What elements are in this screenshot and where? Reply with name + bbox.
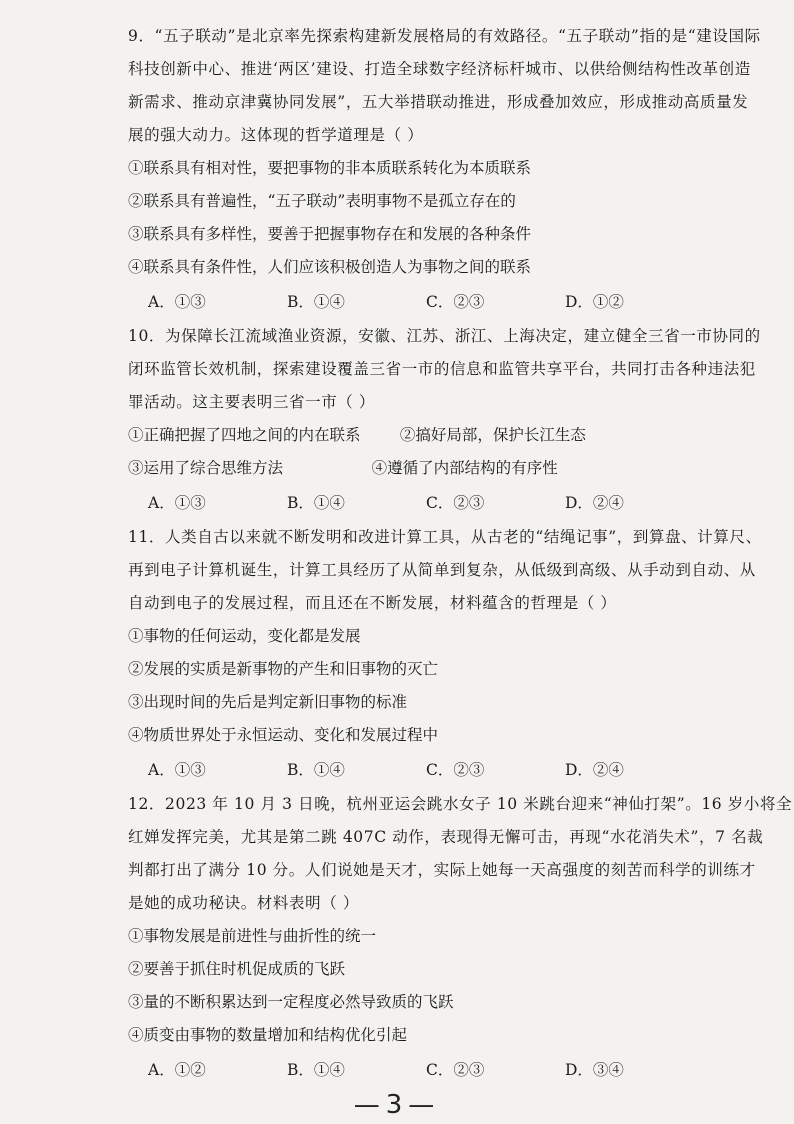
choice-a: A．①③ xyxy=(148,761,206,779)
statement-option: ①正确把握了四地之间的内在联系 ②搞好局部，保护长江生态 xyxy=(128,426,586,444)
answer-choices xyxy=(128,1052,704,1086)
statement-option: ①事物的任何运动，变化都是发展 xyxy=(128,627,361,645)
question-9 xyxy=(128,20,761,318)
choice-c: C．②③ xyxy=(426,761,485,779)
question-stem-line: 自动到电子的发展过程，而且还在不断发展，材料蕴含的哲理是（ ） xyxy=(128,594,617,612)
question-stem-line: 新需求、推动京津冀协同发展”，五大举措联动推进，形成叠加效应，形成推动高质量发 xyxy=(128,93,749,111)
question-stem-line: 再到电子计算机诞生，计算工具经历了从简单到复杂，从低级到高级、从手动到自动、从 xyxy=(128,561,756,579)
answer-choices xyxy=(128,485,704,519)
statement-option: ④物质世界处于永恒运动、变化和发展过程中 xyxy=(128,726,439,744)
question-12 xyxy=(128,788,793,1086)
statement-option: ③出现时间的先后是判定新旧事物的标准 xyxy=(128,693,408,711)
page-number: —3— xyxy=(353,1090,441,1120)
statement-option: ③量的不断积累达到一定程度必然导致质的飞跃 xyxy=(128,993,454,1011)
question-stem-line: 展的强大动力。这体现的哲学道理是（ ） xyxy=(128,126,424,144)
question-stem-line: 是她的成功秘诀。材料表明（ ） xyxy=(128,894,359,912)
choice-d: D．②④ xyxy=(565,494,624,512)
question-stem-line: 10．为保障长江流域渔业资源，安徽、江苏、浙江、上海决定，建立健全三省一市协同的 xyxy=(128,327,761,345)
choice-b: B．①④ xyxy=(287,293,345,311)
choice-a: A．①② xyxy=(148,1061,206,1079)
statement-option: ②要善于抓住时机促成质的飞跃 xyxy=(128,960,346,978)
statement-option: ③联系具有多样性，要善于把握事物存在和发展的各种条件 xyxy=(128,225,532,243)
statement-option: ②发展的实质是新事物的产生和旧事物的灭亡 xyxy=(128,660,439,678)
question-stem-line: 9．“五子联动”是北京率先探索构建新发展格局的有效路径。“五子联动”指的是“建设国际 xyxy=(128,27,761,45)
question-stem-line: 红婵发挥完美，尤其是第二跳 407C 动作，表现得无懈可击，再现“水花消失术”，7 名裁 xyxy=(128,828,764,846)
choice-c: C．②③ xyxy=(426,494,485,512)
question-stem-line: 闭环监管长效机制，探索建设覆盖三省一市的信息和监管共享平台，共同打击各种违法犯 xyxy=(128,360,756,378)
statement-option: ④质变由事物的数量增加和结构优化引起 xyxy=(128,1026,408,1044)
statement-option: ②联系具有普遍性，“五子联动”表明事物不是孤立存在的 xyxy=(128,192,516,210)
choice-d: D．③④ xyxy=(565,1061,624,1079)
question-stem-line: 罪活动。这主要表明三省一市（ ） xyxy=(128,393,376,411)
choice-a: A．①③ xyxy=(148,293,206,311)
question-11 xyxy=(128,521,762,786)
statement-option: ④联系具有条件性，人们应该积极创造人为事物之间的联系 xyxy=(128,258,532,276)
statement-option: ①事物发展是前进性与曲折性的统一 xyxy=(128,927,377,945)
answer-choices xyxy=(128,752,704,786)
choice-a: A．①③ xyxy=(148,494,206,512)
choice-b: B．①④ xyxy=(287,1061,345,1079)
statement-option: ③运用了综合思维方法 ④遵循了内部结构的有序性 xyxy=(128,459,558,477)
question-10 xyxy=(128,320,761,519)
answer-choices xyxy=(128,284,704,318)
choice-b: B．①④ xyxy=(287,494,345,512)
question-stem-line: 12．2023 年 10 月 3 日晚，杭州亚运会跳水女子 10 米跳台迎来“神仙打架”。16 岁小将全 xyxy=(128,795,793,813)
statement-option: ①联系具有相对性，要把事物的非本质联系转化为本质联系 xyxy=(128,159,532,177)
choice-d: D．①② xyxy=(565,293,624,311)
question-stem-line: 判都打出了满分 10 分。人们说她是天才，实际上她每一天高强度的刻苦而科学的训练才 xyxy=(128,861,756,879)
choice-d: D．②④ xyxy=(565,761,624,779)
question-stem-line: 科技创新中心、推进‘两区’建设、打造全球数字经济标杆城市、以供给侧结构性改革创造 xyxy=(128,60,751,78)
choice-c: C．②③ xyxy=(426,1061,485,1079)
question-stem-line: 11．人类自古以来就不断发明和改进计算工具，从古老的“结绳记事”，到算盘、计算尺、 xyxy=(128,528,762,546)
choice-b: B．①④ xyxy=(287,761,345,779)
choice-c: C．②③ xyxy=(426,293,485,311)
